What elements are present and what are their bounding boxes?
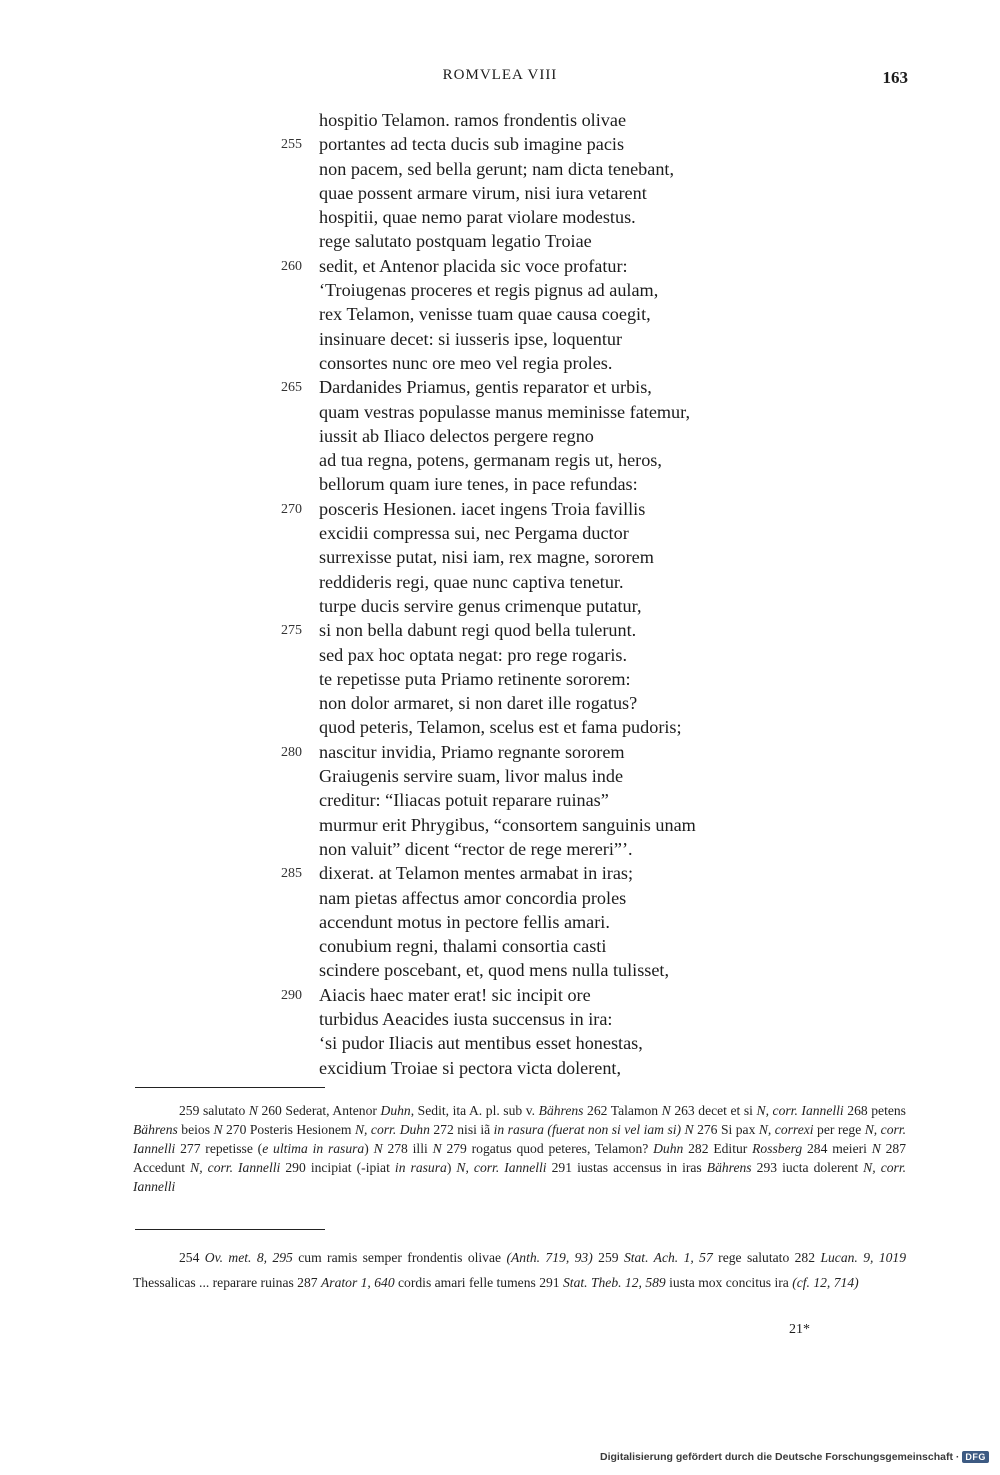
apparatus-segment: ) [446,1160,457,1175]
verse-text: te repetisse puta Priamo retinente sororem: [319,668,631,689]
apparatus-segment: N, correxi [758,1122,814,1137]
testimonia-segment: rege salutato 282 [712,1250,821,1265]
apparatus-segment: 276 Si pax [693,1122,759,1137]
verse-line [0,353,1000,377]
apparatus-segment: Bährens [706,1160,752,1175]
verse-text: rex Telamon, venisse tuam quae causa coegit, [319,304,651,325]
apparatus-segment: in rasura [394,1160,447,1175]
apparatus-segment: N [373,1141,383,1156]
apparatus-segment: e ultima in rasura [262,1141,365,1156]
verse-text: ad tua regna, potens, germanam regis ut, heros, [319,450,662,471]
verse-text: quae possent armare virum, nisi iura vetarent [319,182,647,203]
poem-verses [0,110,1000,1082]
verse-text: excidii compressa sui, nec Pergama ductor [319,523,629,544]
verse-line [0,183,1000,207]
verse-text: quam vestras populasse manus meminisse fatemur, [319,401,691,422]
testimonia-segment: (Anth. 719, 93) [506,1250,593,1265]
verse-line [0,1009,1000,1033]
verse-line [0,888,1000,912]
verse-text: non pacem, sed bella gerunt; nam dicta tenebant, [319,158,675,179]
apparatus-segment: N, corr. Iannelli [133,1160,906,1194]
apparatus-segment: beios [177,1122,214,1137]
verse-line [0,450,1000,474]
verse-line [0,960,1000,984]
dfg-credit-footer [600,1451,986,1463]
testimonia-segment: (cf. 12, 714) [792,1275,859,1290]
apparatus-segment: N [432,1141,442,1156]
verse-line [0,790,1000,814]
verse-text: Aiacis haec mater erat! sic incipit ore [319,984,591,1005]
page-number: 163 [882,68,908,87]
testimonia-segment: Thessalicas ... reparare ruinas 287 [133,1275,321,1290]
verse-number: 265 [281,380,302,396]
apparatus-segment: Bährens [133,1122,178,1137]
testimonia-segment: 259 [592,1250,624,1265]
verse-text: dixerat. at Telamon mentes armabat in iras; [319,863,634,884]
apparatus-segment: 270 Posteris Hesionem [222,1122,355,1137]
verse-line [0,547,1000,571]
verse-line [0,474,1000,498]
verse-text: portantes ad tecta ducis sub imagine pacis [319,134,625,155]
verse-text: creditur: “Iliacas potuit reparare ruinas” [319,790,609,811]
verse-line [0,742,1000,766]
apparatus-segment: 268 petens [843,1103,906,1118]
verse-text: excidium Troiae si pectora victa dolerent, [319,1057,622,1078]
apparatus-segment: N, corr. Iannelli [456,1160,547,1175]
verse-text: consortes nunc ore meo vel regia proles. [319,352,613,373]
verse-line [0,815,1000,839]
critical-apparatus [133,1101,906,1196]
verse-text: insinuare decet: si iusseris ipse, loquentur [319,328,623,349]
verse-line [0,134,1000,158]
verse-text: ‘Troiugenas proceres et regis pignus ad aulam, [319,280,659,301]
verse-text: non valuit” dicent “rector de rege mereri”’. [319,838,633,859]
testimonia-segment: Ov. met. 8, 295 [204,1250,293,1265]
apparatus-segment: 263 decet et si [670,1103,757,1118]
dfg-credit-text: Digitalisierung gefördert durch die Deutsche Forschungsgemeinschaft · [600,1451,960,1463]
verse-line [0,304,1000,328]
verse-number: 285 [281,866,302,882]
verse-text: ‘si pudor Iliacis aut mentibus esset honestas, [319,1033,643,1054]
verse-text: iussit ab Iliaco delectos pergere regno [319,425,594,446]
verse-line [0,766,1000,790]
running-header-title: ROMVLEA VIII [442,67,558,83]
verse-line [0,596,1000,620]
verse-text: quod peteris, Telamon, scelus est et fama pudoris; [319,717,682,738]
testimonia-segment: Stat. Ach. 1, 57 [623,1250,713,1265]
verse-line [0,231,1000,255]
verse-text: surrexisse putat, nisi iam, rex magne, sororem [319,547,654,568]
apparatus-paragraph [133,1101,906,1196]
apparatus-segment: per rege [813,1122,865,1137]
apparatus-segment: N, corr. Iannelli [190,1160,281,1175]
verse-line [0,839,1000,863]
verse-line [0,645,1000,669]
verse-number: 270 [281,501,302,517]
testimonia-segment: cordis amari felle tumens 291 [394,1275,563,1290]
verse-text: conubium regni, thalami consortia casti [319,936,607,957]
testimonia-paragraph [133,1245,906,1295]
apparatus-segment: 277 repetisse ( [175,1141,263,1156]
apparatus-segment: N, corr. Iannelli [133,1122,906,1156]
apparatus-segment: 291 iustas accensus in iras [546,1160,707,1175]
dfg-logo: DFG [962,1451,989,1463]
apparatus-segment: Duhn [380,1103,411,1118]
apparatus-segment: ) [364,1141,374,1156]
testimonia-separator [135,1229,325,1230]
verse-line [0,523,1000,547]
apparatus-segment: 262 Talamon [583,1103,662,1118]
verse-line [0,717,1000,741]
apparatus-segment: 278 illi [382,1141,433,1156]
verse-text: turpe ducis servire genus crimenque putatur, [319,595,642,616]
verse-text: reddideris regi, quae nunc captiva tenetur. [319,571,624,592]
apparatus-segment: 287 Accedunt [133,1141,907,1175]
apparatus-segment: N [213,1122,223,1137]
testimonia-segment: Lucan. 9, 1019 [820,1250,906,1265]
verse-text: murmur erit Phrygibus, “consortem sanguinis unam [319,814,696,835]
verse-line [0,863,1000,887]
apparatus-segment: Bährens [538,1103,584,1118]
verse-line [0,985,1000,1009]
apparatus-segment: N [248,1103,258,1118]
footnote-separator [135,1087,325,1088]
verse-text: si non bella dabunt regi quod bella tulerunt. [319,620,637,641]
verse-text: turbidus Aeacides iusta succensus in ira: [319,1008,613,1029]
verse-line [0,1033,1000,1057]
apparatus-segment: 279 rogatus quod peteres, Telamon? [441,1141,654,1156]
verse-line [0,499,1000,523]
verse-line [0,329,1000,353]
verse-text: non dolor armaret, si non daret ille rogatus? [319,693,638,714]
apparatus-segment: N [661,1103,671,1118]
apparatus-segment: N [871,1141,881,1156]
verse-text: Graiugenis servire suam, livor malus inde [319,766,624,787]
verse-text: sed pax hoc optata negat: pro rege rogaris. [319,644,628,665]
verse-text: nam pietas affectus amor concordia proles [319,887,627,908]
apparatus-segment: 293 iucta dolerent [751,1160,864,1175]
verse-number: 260 [281,258,302,274]
verse-text: bellorum quam iure tenes, in pace refundas: [319,474,638,495]
verse-line [0,280,1000,304]
verse-line [0,377,1000,401]
verse-line [0,159,1000,183]
testimonia-segment: Arator 1, 640 [320,1275,395,1290]
verse-line [0,572,1000,596]
apparatus-segment: N, corr. Iannelli [756,1103,844,1118]
verse-line [0,110,1000,134]
verse-text: accendunt motus in pectore fellis amari. [319,911,610,932]
testimonia [133,1245,906,1295]
verse-number: 280 [281,744,302,760]
apparatus-segment: 259 salutato [179,1103,249,1118]
verse-line [0,912,1000,936]
verse-line [0,207,1000,231]
apparatus-segment: 290 incipiat (-ipiat [280,1160,395,1175]
verse-line [0,426,1000,450]
verse-text: Dardanides Priamus, gentis reparator et urbis, [319,377,652,398]
verse-text: posceris Hesionen. iacet ingens Troia favillis [319,498,646,519]
apparatus-segment: , Sedit, ita A. pl. sub v. [410,1103,539,1118]
verse-line [0,402,1000,426]
apparatus-segment: 260 Sederat, Antenor [257,1103,381,1118]
verse-text: hospitii, quae nemo parat violare modestus. [319,207,636,228]
verse-line [0,620,1000,644]
testimonia-segment: Stat. Theb. 12, 589 [563,1275,666,1290]
apparatus-segment: N, corr. Duhn [354,1122,430,1137]
apparatus-segment: 272 nisi iã [429,1122,494,1137]
testimonia-segment: iusta mox concitus ira [665,1275,793,1290]
verse-line [0,669,1000,693]
verse-text: scindere poscebant, et, quod mens nulla tulisset, [319,960,670,981]
verse-line [0,936,1000,960]
apparatus-segment: Duhn [653,1141,684,1156]
verse-number: 275 [281,623,302,639]
apparatus-segment: in rasura (fuerat non si vel iam si) N [493,1122,694,1137]
verse-text: hospitio Telamon. ramos frondentis olivae [319,110,627,130]
apparatus-segment: 282 Editur [683,1141,753,1156]
verse-line [0,1058,1000,1082]
testimonia-segment: 254 [179,1250,205,1265]
testimonia-segment: cum ramis semper frondentis olivae [292,1250,507,1265]
printer-signature: 21* [789,1322,810,1337]
verse-line [0,256,1000,280]
verse-text: rege salutato postquam legatio Troiae [319,231,592,252]
verse-number: 290 [281,987,302,1003]
verse-text: sedit, et Antenor placida sic voce profatur: [319,255,628,276]
verse-line [0,693,1000,717]
apparatus-segment: 284 meieri [802,1141,872,1156]
verse-text: nascitur invidia, Priamo regnante sororem [319,741,625,762]
apparatus-segment: Rossberg [752,1141,803,1156]
verse-number: 255 [281,137,302,153]
